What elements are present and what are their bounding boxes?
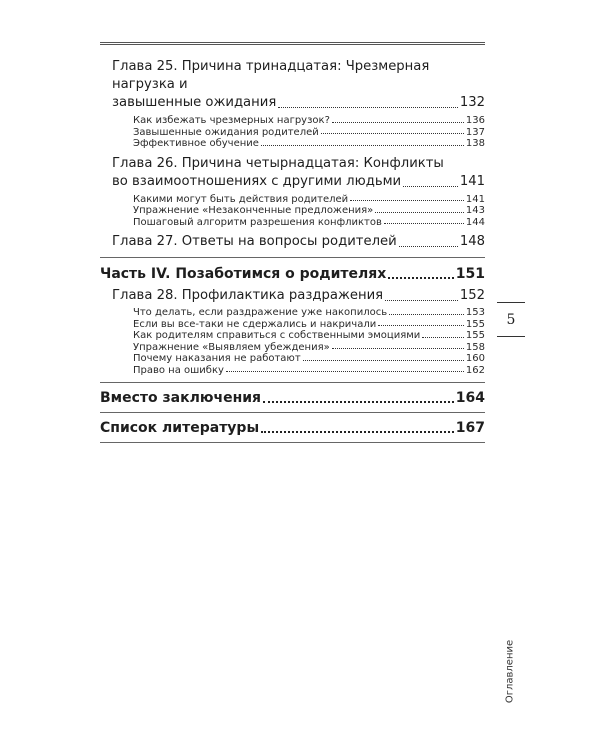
page-ref: 164 bbox=[455, 390, 485, 406]
page-ref: 141 bbox=[459, 173, 485, 189]
page-ref: 137 bbox=[465, 126, 485, 138]
section-title: Как избежать чрезмерных нагрузок? bbox=[133, 115, 330, 126]
section-title: Завышенные ожидания родителей bbox=[133, 126, 319, 138]
section-title: Эффективное обучение bbox=[133, 138, 259, 149]
dot-leader bbox=[384, 223, 464, 224]
page-ref: 132 bbox=[459, 95, 485, 110]
conclusion-title: Вместо заключения bbox=[100, 390, 262, 406]
page-ref: 162 bbox=[465, 364, 485, 376]
toc-section[interactable] bbox=[133, 115, 485, 127]
page-ref: 152 bbox=[459, 288, 485, 303]
toc-section[interactable] bbox=[133, 319, 485, 331]
toc-references[interactable] bbox=[100, 413, 485, 443]
dot-leader bbox=[226, 371, 464, 372]
chapter-title-line1: Глава 25. Причина тринадцатая: Чрезмерная нагрузка и bbox=[112, 59, 430, 92]
page-number-rule-bottom bbox=[497, 336, 525, 337]
dot-leader bbox=[403, 186, 458, 187]
dot-leader bbox=[422, 337, 464, 338]
dot-leader bbox=[261, 431, 454, 433]
toc-section[interactable] bbox=[133, 138, 485, 150]
toc-section[interactable] bbox=[133, 127, 485, 139]
page-ref: 144 bbox=[465, 216, 485, 228]
toc-section[interactable] bbox=[133, 353, 485, 365]
dot-leader bbox=[389, 314, 464, 315]
page-ref: 138 bbox=[465, 138, 485, 149]
chapter-title-line1: Глава 26. Причина четырнадцатая: Конфликты bbox=[112, 155, 444, 171]
toc-section[interactable] bbox=[133, 205, 485, 217]
top-rule bbox=[100, 42, 485, 45]
page-ref: 151 bbox=[455, 266, 485, 282]
page-ref: 155 bbox=[465, 318, 485, 330]
part-title: Часть IV. Позаботимся о родителях bbox=[100, 266, 387, 282]
chapter-title: Глава 28. Профилактика раздражения bbox=[112, 288, 384, 303]
dot-leader bbox=[278, 107, 458, 108]
dot-leader bbox=[303, 360, 464, 361]
toc-section[interactable] bbox=[133, 194, 485, 206]
page-ref: 141 bbox=[465, 193, 485, 205]
page-ref: 167 bbox=[455, 420, 485, 436]
toc-chapter-25[interactable] bbox=[112, 58, 485, 112]
dot-leader bbox=[388, 277, 453, 279]
dot-leader bbox=[321, 133, 464, 134]
toc-chapter-27[interactable] bbox=[112, 233, 485, 251]
dot-leader bbox=[350, 200, 464, 201]
page-number: 5 bbox=[506, 312, 516, 328]
section-title: Пошаговый алгоритм разрешения конфликтов bbox=[133, 216, 382, 228]
page-ref: 148 bbox=[459, 234, 485, 249]
toc-chapter-26[interactable] bbox=[112, 155, 485, 191]
page-ref: 160 bbox=[465, 353, 485, 364]
dot-leader bbox=[375, 212, 464, 213]
dot-leader bbox=[261, 145, 464, 146]
dot-leader bbox=[399, 246, 458, 247]
chapter-title-line2: завышенные ожидания bbox=[112, 95, 277, 110]
section-title: Почему наказания не работают bbox=[133, 353, 301, 364]
toc-part-4[interactable] bbox=[100, 257, 485, 284]
dot-leader bbox=[263, 401, 454, 403]
table-of-contents bbox=[100, 58, 485, 443]
toc-section[interactable] bbox=[133, 365, 485, 377]
page-number-rule-top bbox=[497, 302, 525, 303]
page-ref: 158 bbox=[465, 341, 485, 353]
references-title: Список литературы bbox=[100, 420, 260, 436]
page-ref: 155 bbox=[465, 330, 485, 341]
section-title: Упражнение «Незаконченные предложения» bbox=[133, 205, 374, 216]
dot-leader bbox=[378, 325, 464, 326]
dot-leader bbox=[385, 300, 458, 301]
dot-leader bbox=[332, 348, 464, 349]
toc-section[interactable] bbox=[133, 342, 485, 354]
section-title: Упражнение «Выявляем убеждения» bbox=[133, 341, 330, 353]
section-title: Если вы все-таки не сдержались и накричали bbox=[133, 318, 377, 330]
section-title: Право на ошибку bbox=[133, 364, 224, 376]
toc-chapter-28[interactable] bbox=[112, 287, 485, 305]
section-title: Какими могут быть действия родителей bbox=[133, 193, 349, 205]
chapter-title-line2: во взаимоотношениях с другими людьми bbox=[112, 173, 402, 189]
dot-leader bbox=[332, 122, 464, 123]
section-title: Что делать, если раздражение уже накопилось bbox=[133, 307, 388, 318]
toc-section[interactable] bbox=[133, 307, 485, 319]
toc-conclusion[interactable] bbox=[100, 382, 485, 413]
page-ref: 143 bbox=[465, 205, 485, 216]
page-ref: 136 bbox=[465, 115, 485, 126]
page-ref: 153 bbox=[465, 307, 485, 318]
toc-section[interactable] bbox=[133, 330, 485, 342]
running-section-title: Оглавление bbox=[504, 639, 516, 704]
chapter-title: Глава 27. Ответы на вопросы родителей bbox=[112, 234, 397, 249]
toc-section[interactable] bbox=[133, 217, 485, 229]
section-title: Как родителям справиться с собственными эмоциями bbox=[133, 330, 421, 341]
